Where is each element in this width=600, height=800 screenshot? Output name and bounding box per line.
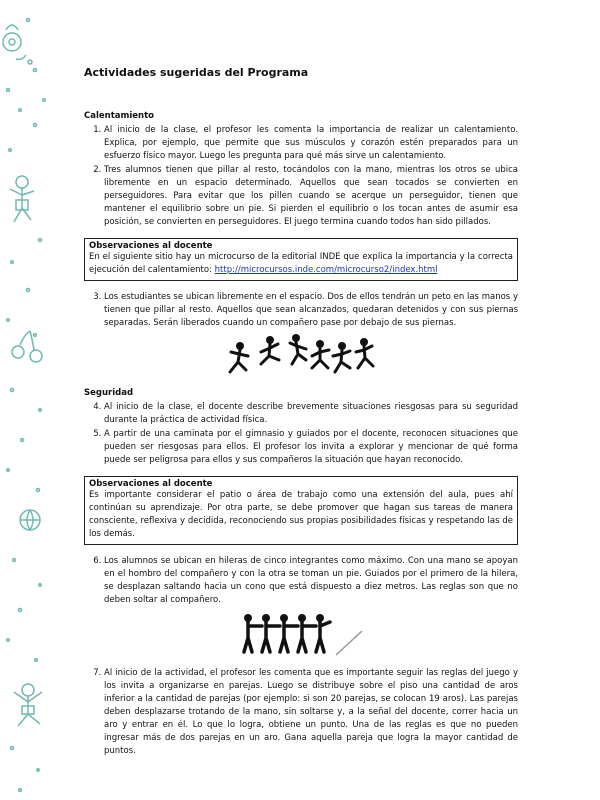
flower-doodle-icon <box>3 25 37 72</box>
activity-list-7 <box>84 667 518 758</box>
list-item: 7. Al inicio de la actividad, el profesor les comenta que es importante seguir las reglas del juego y los invita a organizarse en parejas. Luego se distribuye sobre el piso una cantidad de aros inferior a la cantidad de parejas (por ejemplo: si son 20 parejas, se colocan 19 aros). Las parejas deben desplazarse trotando de la mano, sin soltarse y, a la señal del docente, correr hacia un aro y entrar en él. Lo que lo logra, obtiene un punto. Una de las reglas es que no pueden ingresar más de dos parejas en un aro. Gana aquella pareja que logra la mayor cantidad de puntos. <box>104 667 518 758</box>
teacher-notes-text: Es importante considerar el patio o área de trabajo como una extensión del aula, pues ahí continúan su aprendizaje. Por otra parte, se debe promover que hagan sus tareas de manera consciente, reflexiva y decidida, reconociendo sus propias posibilidades físicas y respetando las de los demás. <box>89 490 513 539</box>
teacher-notes-box <box>84 476 518 545</box>
children-line-illustration <box>236 611 366 657</box>
activity-list-3 <box>84 291 518 330</box>
child-figure-icon <box>10 176 34 222</box>
section-heading-safety: Seguridad <box>84 388 134 398</box>
ball-icon <box>20 510 40 530</box>
jumping-child-icon <box>14 684 42 726</box>
list-item: 5. A partir de una caminata por el gimnasio y guiados por el docente, reconocen situaciones que pueden ser riesgosas para ellos. El profesor los invita a explorar y mencionar de qué forma puede ser peligrosa para ellos y sus compañeros la situación que hayan reconocido. <box>104 428 518 467</box>
page-title: Actividades sugeridas del Programa <box>84 66 309 79</box>
running-children-illustration <box>226 334 376 378</box>
teacher-notes-box <box>84 238 518 281</box>
list-item: 2. Tres alumnos tienen que pillar al resto, tocándolos con la mano, mientras los otros se ubica libremente en un espacio determinado. Aquellos que sean tocados se convierten en perseguidores. Para evitar que los pillen cuando se acerque un perseguidor, tienen que mantener el equilibrio sobre un pie. Si pierden el equilibrio o los tocan antes de asumir esa posición, se convierten en perseguidores. El juego termina cuando todos han sido pillados. <box>104 164 518 229</box>
list-item: 3. Los estudiantes se ubican libremente en el espacio. Dos de ellos tendrán un peto en las manos y tienen que pillar al resto. Aquellos que sean alcanzados, quedaran detenidos y con sus piernas separadas. Serán liberados cuando un compañero pase por debajo de sus piernas. <box>104 291 518 330</box>
list-item: 6. Los alumnos se ubican en hileras de cinco integrantes como máximo. Con una mano se apoyan en el hombro del compañero y con la otra se toman un pie. Guiados por el primero de la hilera, se desplazan saltando hacia un cono que está dispuesto a diez metros. Las reglas son que no deben soltar al compañero. <box>104 555 518 607</box>
activity-list-6 <box>84 555 518 607</box>
teacher-notes-body: En el siguiente sitio hay un microcurso de la editorial INDE que explica la importancia y la correcta ejecución del calentamiento: <box>89 252 513 275</box>
cherries-icon <box>12 331 42 362</box>
safety-list <box>84 401 518 467</box>
decorative-sidebar <box>0 0 62 800</box>
warmup-list <box>84 124 518 229</box>
document-page <box>84 66 518 759</box>
teacher-notes-text <box>89 251 513 277</box>
list-item: 4. Al inicio de la clase, el docente describe brevemente situaciones riesgosas para su seguridad durante la práctica de actividad física. <box>104 401 518 427</box>
list-item: 1. Al inicio de la clase, el profesor les comenta la importancia de realizar un calentamiento. Explica, por ejemplo, que permite que sus músculos y corazón estén preparados para un esfuerzo físico mayor. Luego les pregunta para qué más sirve un calentamiento. <box>104 124 518 163</box>
teacher-notes-title: Observaciones al docente <box>89 479 213 489</box>
microcourse-link[interactable]: http://microcursos.inde.com/microcurso2/index.html <box>214 265 438 275</box>
teacher-notes-title: Observaciones al docente <box>89 241 213 251</box>
section-heading-warmup: Calentamiento <box>84 111 154 121</box>
